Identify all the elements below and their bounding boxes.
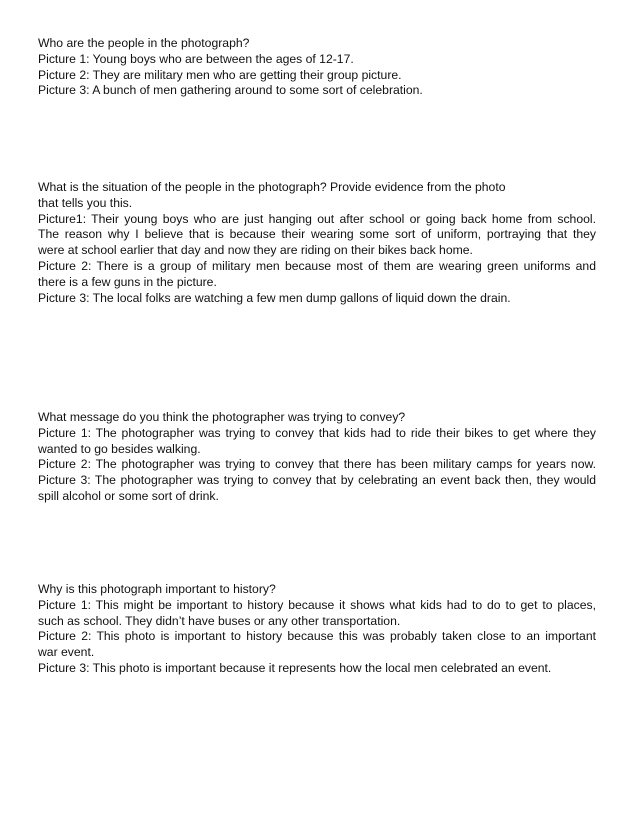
question-importance-heading: Why is this photograph important to history? [38,582,276,596]
answer-picture-2-cont: there is a few guns in the picture. [38,274,217,289]
answer-picture-3: Picture 3: The local folks are watching a few men dump gallons of liquid down the drain. [38,290,511,305]
answer-picture-1-cont: wanted to go besides walking. [38,441,201,456]
question-message-heading: What message do you think the photographer was trying to convey? [38,410,406,424]
answer-picture-3-cont: spill alcohol or some sort of drink. [38,488,219,503]
answer-picture-1: Picture1: Their young boys who are just hanging out after school or going back home from school. [38,211,596,226]
question-who-heading: Who are the people in the photograph? [38,36,250,50]
question-situation-heading: What is the situation of the people in the photograph? Provide evidence from the photo [38,180,506,194]
answer-picture-2: Picture 2: This photo is important to history because this was probably taken close to an important [38,629,596,644]
answer-picture-1-cont: were at school earlier that day and now they are riding on their bikes back home. [38,243,473,258]
answer-picture-1: Picture 1: The photographer was trying to convey that kids had to ride their bikes to get where they [38,425,596,440]
answer-picture-2-cont: war event. [38,645,95,660]
answer-picture-1-cont: such as school. They didn’t have buses or any other transportation. [38,613,401,628]
answer-picture-3: Picture 3: This photo is important because it represents how the local men celebrated an event. [38,660,552,675]
answer-picture-2: Picture 2: The photographer was trying to convey that there has been military camps for years now. [38,457,596,472]
answer-picture-1: Picture 1: This might be important to history because it shows what kids had to do to get to places, [38,597,596,612]
answer-picture-1: Picture 1: Young boys who are between the ages of 12-17. [38,51,354,66]
answer-picture-3: Picture 3: The photographer was trying to convey that by celebrating an event back then, they would [38,473,596,488]
question-message-section [38,410,596,505]
question-who-section [38,36,596,99]
question-situation-section [38,180,596,306]
question-importance-section [38,582,596,677]
question-situation-heading-cont: that tells you this. [38,195,133,210]
answer-picture-2: Picture 2: They are military men who are getting their group picture. [38,67,402,82]
answer-picture-2: Picture 2: There is a group of military men because most of them are wearing green uniforms and [38,258,596,273]
answer-picture-3: Picture 3: A bunch of men gathering around to some sort of celebration. [38,83,423,98]
answer-picture-1-cont: The reason why I believe that is because their wearing some sort of uniform, portraying that they [38,227,596,242]
